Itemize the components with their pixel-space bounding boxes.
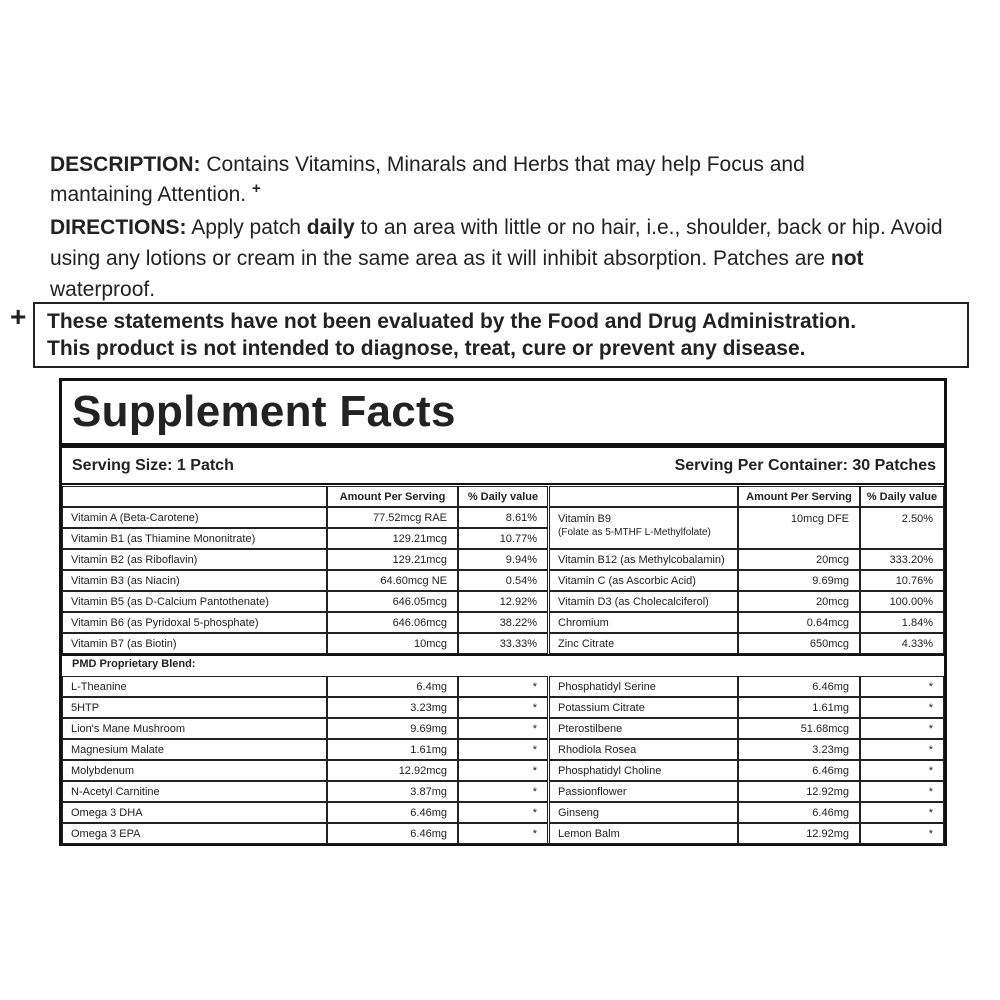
blend-ingredient-daily-value: *: [458, 823, 548, 844]
blend-ingredient-name: Potassium Citrate: [549, 697, 738, 718]
description-plus-mark: +: [251, 180, 261, 197]
nutrient-daily-value: 10.77%: [458, 528, 548, 549]
blend-ingredient-name: Phosphatidyl Serine: [549, 676, 738, 697]
blend-ingredient-name: Molybdenum: [62, 760, 327, 781]
nutrient-name: Vitamin D3 (as Cholecalciferol): [549, 591, 738, 612]
header-name-cell-left: [62, 486, 327, 507]
nutrient-daily-value: 33.33%: [458, 633, 548, 654]
blend-ingredient-amount: 1.61mg: [738, 697, 860, 718]
directions-text-c: waterproof.: [50, 278, 156, 301]
nutrient-amount: 646.05mcg: [327, 591, 458, 612]
description-label: DESCRIPTION:: [50, 153, 201, 176]
nutrient-daily-value: 333.20%: [860, 549, 944, 570]
nutrient-name: Chromium: [549, 612, 738, 633]
nutrient-daily-value: 8.61%: [458, 507, 548, 528]
directions-bold-daily: daily: [306, 216, 355, 239]
blend-ingredient-name: Magnesium Malate: [62, 739, 327, 760]
b9-subtitle: (Folate as 5-MTHF L-Methylfolate): [558, 527, 711, 538]
supplement-facts-title: Supplement Facts: [72, 387, 456, 436]
blend-ingredient-amount: 6.46mg: [738, 802, 860, 823]
blend-ingredient-amount: 3.87mg: [327, 781, 458, 802]
description-paragraph: [50, 150, 830, 210]
directions-text-a: Apply patch: [191, 216, 301, 239]
directions-bold-not: not: [830, 247, 864, 270]
blend-ingredient-daily-value: *: [458, 760, 548, 781]
nutrient-daily-value: 38.22%: [458, 612, 548, 633]
blend-ingredient-amount: 3.23mg: [327, 697, 458, 718]
nutrient-name: Vitamin B7 (as Biotin): [62, 633, 327, 654]
blend-ingredient-amount: 6.46mg: [738, 676, 860, 697]
blend-ingredient-name: L-Theanine: [62, 676, 327, 697]
blend-ingredient-name: Omega 3 DHA: [62, 802, 327, 823]
nutrient-name-b9: [549, 507, 738, 549]
nutrient-daily-value: 1.84%: [860, 612, 944, 633]
nutrient-name: Vitamin B5 (as D-Calcium Pantothenate): [62, 591, 327, 612]
blend-ingredient-daily-value: *: [860, 739, 944, 760]
title-divider: [62, 443, 944, 448]
nutrient-name: Vitamin B3 (as Niacin): [62, 570, 327, 591]
blend-ingredient-name: Passionflower: [549, 781, 738, 802]
fda-plus-mark: +: [10, 301, 27, 332]
serving-per-container: Serving Per Container: 30 Patches: [674, 457, 936, 474]
nutrient-name: Vitamin B2 (as Riboflavin): [62, 549, 327, 570]
fda-line-1: These statements have not been evaluated by the Food and Drug Administration.: [47, 310, 857, 333]
nutrient-name: Vitamin A (Beta-Carotene): [62, 507, 327, 528]
blend-ingredient-daily-value: *: [458, 718, 548, 739]
blend-ingredient-name: Omega 3 EPA: [62, 823, 327, 844]
nutrient-amount: 64.60mcg NE: [327, 570, 458, 591]
blend-ingredient-name: Ginseng: [549, 802, 738, 823]
blend-ingredient-amount: 12.92mg: [738, 823, 860, 844]
blend-ingredient-amount: 1.61mg: [327, 739, 458, 760]
nutrient-amount: 20mcg: [738, 549, 860, 570]
blend-ingredient-amount: 3.23mg: [738, 739, 860, 760]
blend-ingredient-daily-value: *: [860, 697, 944, 718]
header-amount-right: Amount Per Serving: [738, 486, 860, 507]
nutrient-daily-value: 0.54%: [458, 570, 548, 591]
serving-divider: [62, 483, 944, 485]
nutrient-name: Vitamin C (as Ascorbic Acid): [549, 570, 738, 591]
directions-paragraph: [50, 212, 970, 305]
description-text: Contains Vitamins, Minarals and Herbs that may help Focus and mantaining Attention.: [50, 153, 805, 206]
nutrient-name: Vitamin B12 (as Methylcobalamin): [549, 549, 738, 570]
blend-ingredient-daily-value: *: [458, 781, 548, 802]
blend-ingredient-name: Rhodiola Rosea: [549, 739, 738, 760]
nutrient-name: Zinc Citrate: [549, 633, 738, 654]
blend-ingredient-daily-value: *: [458, 676, 548, 697]
blend-ingredient-amount: 6.46mg: [327, 802, 458, 823]
blend-ingredient-daily-value: *: [458, 697, 548, 718]
nutrient-name: Vitamin B6 (as Pyridoxal 5-phosphate): [62, 612, 327, 633]
blend-ingredient-daily-value: *: [860, 718, 944, 739]
blend-ingredient-amount: 12.92mcg: [327, 760, 458, 781]
nutrient-amount: 20mcg: [738, 591, 860, 612]
fda-disclaimer-text: [47, 308, 856, 362]
nutrient-daily-value: 100.00%: [860, 591, 944, 612]
blend-ingredient-amount: 6.46mg: [327, 823, 458, 844]
blend-ingredient-daily-value: *: [458, 802, 548, 823]
directions-label: DIRECTIONS:: [50, 216, 187, 239]
nutrient-amount: 646.06mcg: [327, 612, 458, 633]
blend-ingredient-daily-value: *: [860, 676, 944, 697]
blend-ingredient-daily-value: *: [860, 760, 944, 781]
blend-ingredient-name: Lion's Mane Mushroom: [62, 718, 327, 739]
blend-ingredient-name: Phosphatidyl Choline: [549, 760, 738, 781]
nutrient-name: Vitamin B1 (as Thiamine Mononitrate): [62, 528, 327, 549]
blend-divider: [62, 654, 944, 656]
nutrient-daily-value: 9.94%: [458, 549, 548, 570]
header-dv-right: % Daily value: [860, 486, 944, 507]
blend-ingredient-amount: 6.4mg: [327, 676, 458, 697]
header-dv-left: % Daily value: [458, 486, 548, 507]
header-name-cell-right: [549, 486, 738, 507]
blend-ingredient-amount: 9.69mg: [327, 718, 458, 739]
nutrient-amount: 77.52mcg RAE: [327, 507, 458, 528]
nutrient-daily-value: 4.33%: [860, 633, 944, 654]
blend-ingredient-name: Lemon Balm: [549, 823, 738, 844]
blend-ingredient-amount: 51.68mcg: [738, 718, 860, 739]
blend-ingredient-daily-value: *: [860, 781, 944, 802]
blend-ingredient-daily-value: *: [458, 739, 548, 760]
nutrient-amount: 129.21mcg: [327, 528, 458, 549]
nutrient-amount: 10mcg: [327, 633, 458, 654]
fda-disclaimer-box: [33, 302, 969, 368]
nutrient-daily-value: 12.92%: [458, 591, 548, 612]
nutrient-daily-value-b9: 2.50%: [860, 507, 944, 549]
nutrient-amount: 650mcg: [738, 633, 860, 654]
blend-ingredient-daily-value: *: [860, 823, 944, 844]
fda-line-2: This product is not intended to diagnose, treat, cure or prevent any disease.: [47, 337, 806, 360]
blend-ingredient-amount: 6.46mg: [738, 760, 860, 781]
serving-size: Serving Size: 1 Patch: [72, 457, 234, 474]
b9-name: Vitamin B9: [558, 513, 611, 525]
nutrient-amount: 0.64mcg: [738, 612, 860, 633]
supplement-facts-panel: [59, 378, 947, 846]
nutrient-daily-value: 10.76%: [860, 570, 944, 591]
nutrient-amount-b9: 10mcg DFE: [738, 507, 860, 549]
blend-ingredient-name: Pterostilbene: [549, 718, 738, 739]
blend-ingredient-name: N-Acetyl Carnitine: [62, 781, 327, 802]
directions-text-b: to an area with little or no hair, i.e., shoulder, back or hip. Avoid using any lotions or cream in the same area as it will inhibit absorption. Patches are: [50, 216, 943, 270]
blend-ingredient-daily-value: *: [860, 802, 944, 823]
blend-ingredient-name: 5HTP: [62, 697, 327, 718]
header-amount-left: Amount Per Serving: [327, 486, 458, 507]
blend-ingredient-amount: 12.92mg: [738, 781, 860, 802]
proprietary-blend-label: PMD Proprietary Blend:: [72, 658, 196, 670]
nutrient-amount: 129.21mcg: [327, 549, 458, 570]
nutrient-amount: 9.69mg: [738, 570, 860, 591]
